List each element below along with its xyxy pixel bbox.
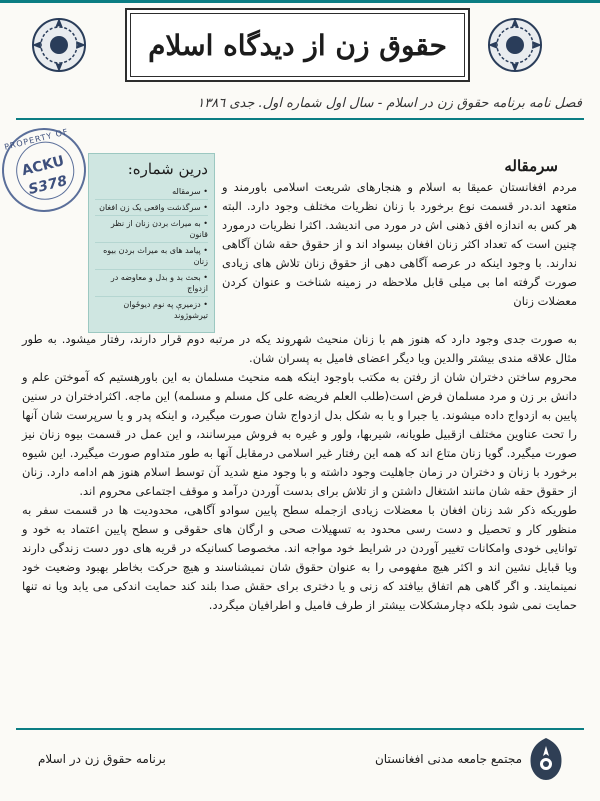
toc-item-label: پیامد های به میراث بردن بیوه زنان xyxy=(103,246,208,266)
article-body xyxy=(22,330,577,615)
stamp-middle-text: ACKU xyxy=(20,153,66,180)
organization-logo-icon xyxy=(525,736,567,782)
toc-item: • بحث بد و بدل و معاوضه در ازدواج xyxy=(95,270,208,297)
body-paragraph-3: طوریکه ذکر شد زنان افغان با معضلات زیادی ازجمله سطح پایین سوادو آگاهی، محدودیت ها در قسمت سفر به منظور کار و تحصیل و دست رسی محدود به تسهیلات صحی و ارگان های حقوقی و سطح پایین اعتماد به خود و توانایی خودی وامکانات تغییر آوردن در شرایط خود مواجه اند. مخصوصا کسانیکه در قریه های دور دست زندگی دارند ویا قبایل نشین اند و اکثر هیچ مفهومی را به عنوان حقوق شان نمیشناسند و هیچ حرکت بخاطر بهبود وضعیت خود نمینمایند. و اگر گاهی هم اتفاق بیافتد که زنی و یا دختری برای حقش صدا بلند کند حمایت اندکی می یابد ویا نه تنها حمایت نمی شود بلکه دچارمشکلات بیشتر از طرف فامیل و اطرافیان میگردد. xyxy=(22,503,577,612)
intro-paragraph: مردم افغانستان عمیقا به اسلام و هنجارهای شریعت اسلامی باورمند و متعهد اند.در قسمت نوع برخورد با زنان نظریات مختلف وجود دارد. البته هر کس به اندازه افق ذهنی اش در مورد می اندیشد. اکثرا نظریات درمورد چنین است که تعداد اکثر زنان افغان بیسواد اند و از حقوق حقه شان آگاهی ندارند. با وجود اینکه در عرصه آگاهی دهی از حقوق زنان تلاش های زیادی صورت گرفته اما بی میلی قابل ملاحظه در زمینه شناخت و عنوان کردن معضلات زنان xyxy=(222,180,577,308)
left-ornament-icon xyxy=(28,14,90,76)
toc-item: • پیامد های به میراث بردن بیوه زنان xyxy=(95,243,208,270)
footer-divider xyxy=(16,728,584,730)
toc-item-label: سرگذشت واقعی یک زن افغان xyxy=(99,203,201,212)
toc-item-label: به میراث بردن زنان از نظر قانون xyxy=(110,219,208,239)
issue-line: فصل نامه برنامه حقوق زن در اسلام - سال اول شماره اول. جدی ١٣٨٦ xyxy=(197,96,582,111)
toc-item-label: بحث بد و بدل و معاوضه در ازدواج xyxy=(110,273,208,293)
footer-organization-name: مجتمع جامعه مدنی افغانستان xyxy=(374,752,522,766)
toc-item: • سرمقاله xyxy=(95,184,208,200)
footer-program-name: برنامه حقوق زن در اسلام xyxy=(38,752,166,766)
stamp-number: S378 xyxy=(26,173,69,199)
library-stamp xyxy=(0,119,95,221)
body-paragraph-1: به صورت جدی وجود دارد که هنوز هم با زنان منحیث شهروند یکه در مرتبه دوم قرار دارند، رفتار میشود. به طور مثال علاقه مندی بیشتر والدین ویا دیگر اعضای فامیل به پسران شان. xyxy=(22,332,577,365)
toc-item: • به میراث بردن زنان از نظر قانون xyxy=(95,216,208,243)
body-paragraph-2: محروم ساختن دختران شان از رفتن به مکتب باوجود اینکه همه منحیث مسلمان به این باورهستیم که آموختن علم و دانش بر زن و مرد مسلمان فرض است(طلب العلم فریضه علی کل مسلم و مسلمه) این ماجه. اکثرادختران در سنین پایین به ازدواج داده میشوند. یا جبرا و یا به شکل بدل ازدواج شان صورت میگیرد، و اینکه پدر و یا سرپرست شان آنها را تحت عناوین مختلف ازقبیل طویانه، شیربها، ولور و غیره به فروش میرسانند، و این عمل در قسمت بیوه زنان نیز صورت میگیرد. گویا زنان متاع اند که همه این رفتار غیر اسلامی درمقابل آنها به طور متداوم صورت میگیرد. این شیوه برخورد با زنان و دختران در زمان جاهلیت وجود داشته و با وجود منع شدید آن توسط اسلام هنوز هم ادامه دارد. زنان از حقوق حقه شان مانند اشتغال داشتن و از تلاش برای بدست آوردن درآمد و موقف اجتماعی محروم اند. xyxy=(22,370,577,498)
toc-item-label: دزمیرې په نوم دیوځوان تیرشوژوند xyxy=(123,300,208,320)
section-title: سرمقاله xyxy=(504,157,558,175)
masthead xyxy=(125,8,470,82)
stamp-top-text: PROPERTY OF xyxy=(3,127,70,152)
toc-item: • دزمیرې په نوم دیوځوان تیرشوژوند xyxy=(123,300,208,320)
toc-heading: درین شماره: xyxy=(127,160,208,178)
top-rule xyxy=(0,0,600,3)
article-intro xyxy=(222,178,577,311)
right-ornament-icon xyxy=(484,14,546,76)
toc-box xyxy=(88,153,215,333)
masthead-title: حقوق زن از دیدگاه اسلام xyxy=(148,28,447,62)
toc-item-label: سرمقاله xyxy=(172,187,201,196)
header-divider xyxy=(16,118,584,120)
toc-item: • سرگذشت واقعی یک زن افغان xyxy=(95,200,208,216)
